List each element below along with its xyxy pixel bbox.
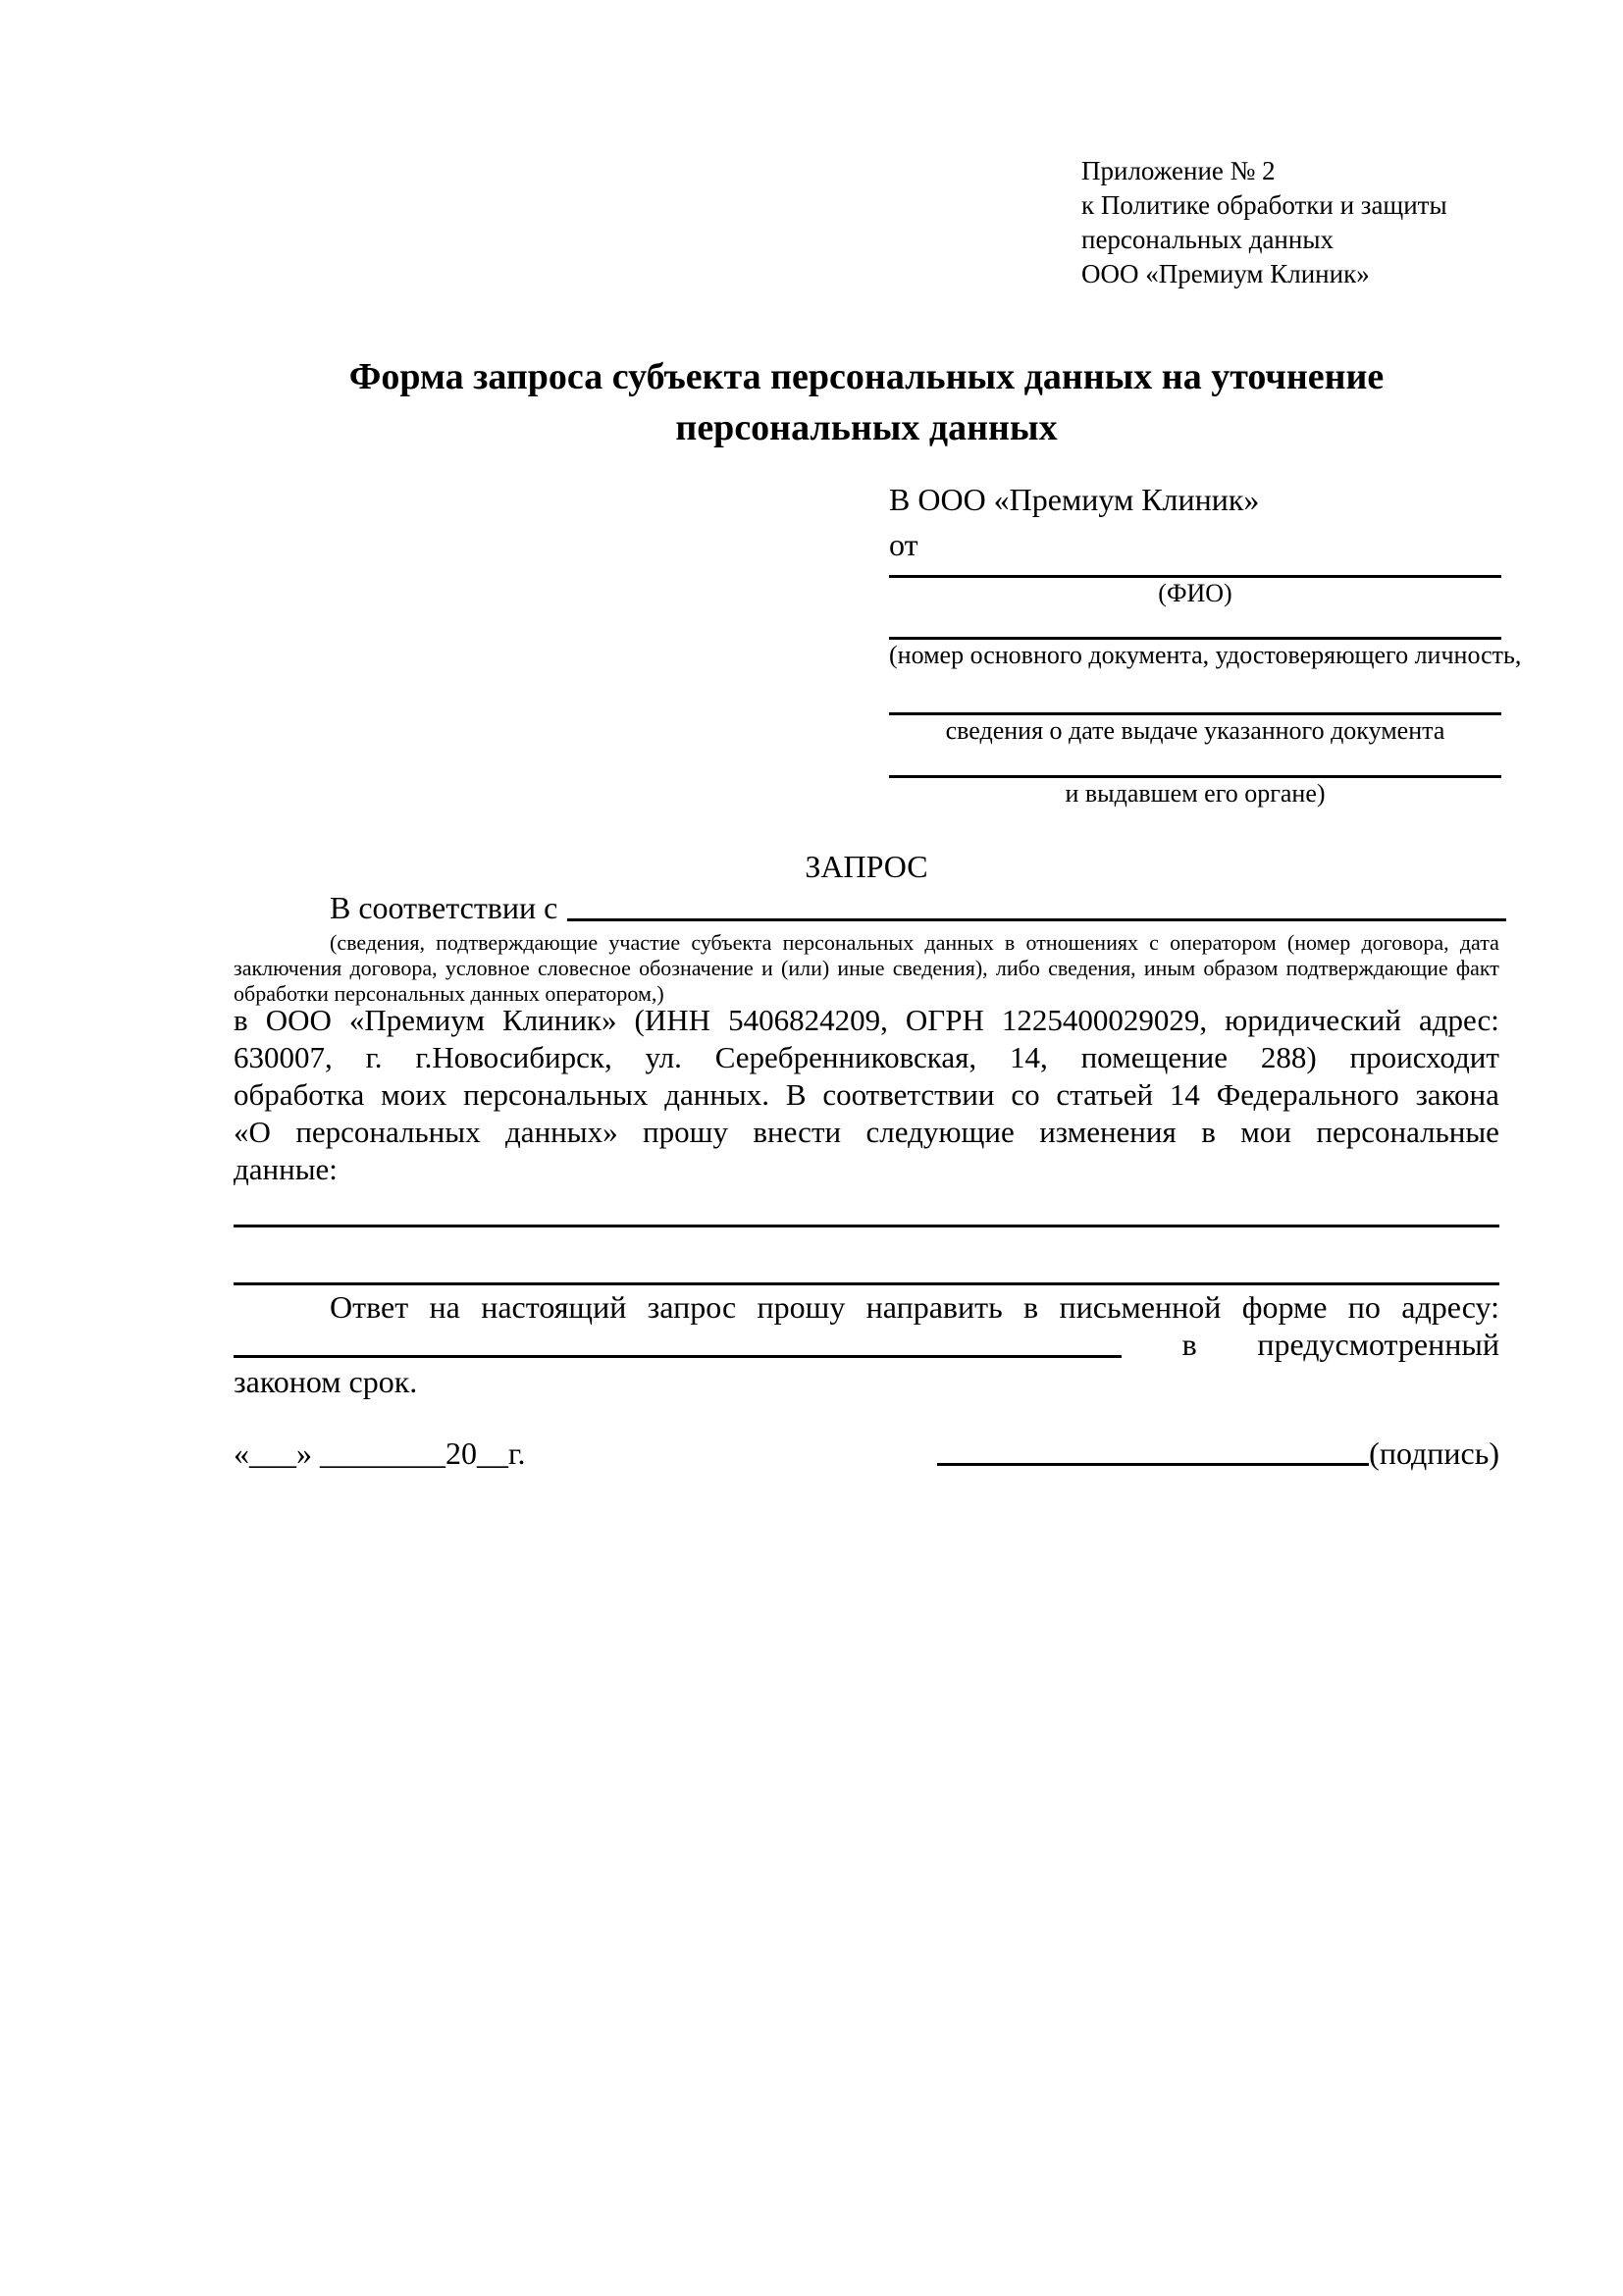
appendix-line: Приложение № 2 — [1081, 156, 1276, 185]
body-line-4: «О персональных данных» прошу внести следующие изменения в мои персональные — [234, 1115, 1499, 1149]
request-heading: ЗАПРОС — [805, 849, 928, 884]
reply-paragraph — [234, 1288, 1499, 1400]
reply-word-v: в — [1181, 1327, 1197, 1362]
title-line-2: персональных данных — [675, 407, 1058, 448]
footnote-line-1: (сведения, подтверждающие участие субъекта персональных данных в отношениях с оператором (номер договора, дата — [330, 930, 1499, 955]
signature-writein-line — [937, 1463, 1369, 1466]
footnote-line-3: обработки персональных данных оператором,) — [234, 981, 664, 1006]
reply-line-3: законом срок. — [234, 1364, 418, 1399]
signature-label: (подпись) — [1369, 1435, 1499, 1471]
date-line: «___» ________20__г. — [234, 1435, 526, 1471]
reply-line-2 — [234, 1326, 1499, 1363]
reply-address-writein-line — [234, 1355, 1122, 1358]
footnote-line-2: заключения договора, условное словесное обозначение и (или) иные сведения), либо сведения, иным образом подтверждающие факт — [234, 956, 1499, 980]
reply-word-predusmotrennyi: предусмотренный — [1257, 1327, 1499, 1362]
field-label-fio: (ФИО) — [1158, 579, 1232, 607]
footnote-paragraph — [234, 930, 1499, 1007]
addressee-to: В ООО «Премиум Клиник» — [889, 482, 1260, 517]
body-line-1: в ООО «Премиум Клиник» (ИНН 5406824209, ОГРН 1225400029029, юридический адрес: — [234, 1003, 1499, 1037]
request-body-paragraph — [234, 1002, 1499, 1188]
body-line-3: обработка моих персональных данных. В соответствии со статьей 14 Федерального закона — [234, 1077, 1499, 1112]
field-label-issuer: и выдавшем его органе) — [1065, 779, 1326, 808]
body-line-5: данные: — [234, 1152, 338, 1186]
appendix-line: персональных данных — [1081, 225, 1334, 254]
field-label-issue-date: сведения о дате выдаче указанного документа — [945, 716, 1445, 745]
addressee-from-label: от — [889, 527, 918, 562]
writein-blank-line-1 — [234, 1225, 1499, 1227]
intro-prefix: В соответствии с — [330, 890, 558, 925]
field-label-id-document: (номер основного документа, удостоверяющего личность, — [889, 641, 1522, 669]
appendix-line: к Политике обработки и защиты — [1081, 190, 1447, 220]
appendix-note — [1081, 154, 1447, 291]
body-line-2: 630007, г. г.Новосибирск, ул. Серебренниковская, 14, помещение 288) происходит — [234, 1040, 1499, 1074]
date-signature-row — [234, 1435, 1499, 1472]
writein-blank-line-2 — [234, 1282, 1499, 1285]
intro-line — [234, 889, 1506, 926]
signature-group — [937, 1435, 1499, 1472]
title-line-1: Форма запроса субъекта персональных данных на уточнение — [348, 356, 1385, 397]
intro-writein-line — [567, 918, 1506, 921]
reply-line-1: Ответ на настоящий запрос прошу направить в письменной форме по адресу: — [330, 1289, 1499, 1325]
addressee-block — [889, 477, 1522, 809]
document-title — [234, 351, 1499, 453]
appendix-line: ООО «Премиум Клиник» — [1081, 259, 1370, 288]
